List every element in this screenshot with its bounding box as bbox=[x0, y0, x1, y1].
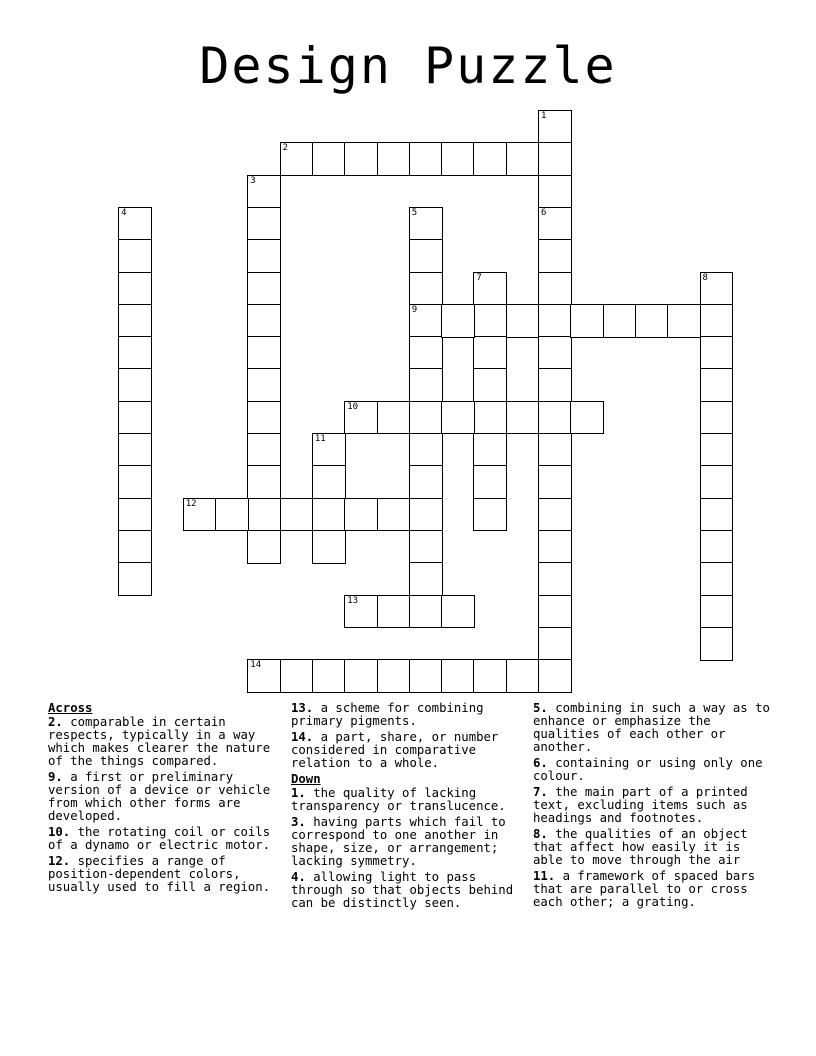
down-clue: 4. allowing light to pass through so that objects behind can be distinctly seen. bbox=[291, 870, 514, 910]
grid-cell[interactable] bbox=[247, 336, 281, 370]
grid-cell[interactable] bbox=[538, 530, 572, 564]
grid-cell[interactable] bbox=[409, 336, 443, 370]
grid-cell[interactable] bbox=[441, 595, 475, 629]
grid-cell[interactable] bbox=[667, 304, 701, 338]
down-clue: 3. having parts which fail to correspond to one another in shape, size, or arrangement; lacking symmetry. bbox=[291, 815, 506, 868]
grid-cell[interactable] bbox=[409, 272, 443, 306]
clue-number: 11 bbox=[314, 434, 326, 444]
grid-cell[interactable] bbox=[506, 659, 540, 693]
grid-cell[interactable] bbox=[118, 239, 152, 273]
grid-cell[interactable] bbox=[312, 433, 346, 467]
grid-cell[interactable] bbox=[473, 336, 507, 370]
grid-cell[interactable] bbox=[118, 272, 152, 306]
clue-number: 9 bbox=[411, 304, 418, 315]
across-clue: 14. a part, share, or number considered in comparative relation to a whole. bbox=[291, 730, 499, 770]
across-clue: 9. a first or preliminary version of a device or vehicle from which other forms are developed. bbox=[48, 770, 271, 823]
grid-cell[interactable] bbox=[377, 595, 411, 629]
grid-cell[interactable] bbox=[247, 465, 281, 499]
grid-cell[interactable] bbox=[700, 401, 734, 435]
clue-number: 12 bbox=[185, 498, 197, 509]
grid-cell[interactable] bbox=[700, 336, 734, 370]
grid-cell[interactable] bbox=[118, 207, 152, 241]
grid-cell[interactable] bbox=[312, 498, 346, 532]
grid-cell[interactable] bbox=[473, 142, 507, 176]
grid-cell[interactable] bbox=[700, 627, 734, 661]
grid-cell[interactable] bbox=[473, 498, 507, 532]
clue-number: 13 bbox=[347, 595, 359, 606]
grid-cell[interactable] bbox=[538, 142, 572, 176]
grid-cell[interactable] bbox=[409, 304, 443, 338]
clues-column-2 bbox=[291, 701, 529, 913]
grid-cell[interactable] bbox=[183, 498, 217, 532]
grid-cell[interactable] bbox=[473, 465, 507, 499]
grid-cell[interactable] bbox=[344, 401, 378, 435]
down-clue: 5. combining in such a way as to enhance or emphasize the qualities of each other or another. bbox=[533, 701, 770, 754]
grid-cell[interactable] bbox=[441, 304, 475, 338]
grid-cell[interactable] bbox=[538, 595, 572, 629]
grid-cell[interactable] bbox=[538, 465, 572, 499]
grid-cell[interactable] bbox=[700, 368, 734, 402]
grid-cell[interactable] bbox=[409, 659, 443, 693]
clue-number: 2 bbox=[282, 143, 289, 154]
grid-cell[interactable] bbox=[247, 175, 281, 209]
grid-cell[interactable] bbox=[473, 401, 507, 435]
grid-cell[interactable] bbox=[441, 142, 475, 176]
grid-cell[interactable] bbox=[538, 433, 572, 467]
grid-cell[interactable] bbox=[377, 401, 411, 435]
grid-cell[interactable] bbox=[118, 304, 152, 338]
grid-cell[interactable] bbox=[409, 595, 443, 629]
grid-cell[interactable] bbox=[700, 498, 734, 532]
grid-cell[interactable] bbox=[247, 239, 281, 273]
grid-cell[interactable] bbox=[409, 368, 443, 402]
grid-cell[interactable] bbox=[118, 368, 152, 402]
grid-cell[interactable] bbox=[377, 659, 411, 693]
grid-cell[interactable] bbox=[247, 272, 281, 306]
grid-cell[interactable] bbox=[409, 239, 443, 273]
grid-cell[interactable] bbox=[506, 401, 540, 435]
grid-cell[interactable] bbox=[538, 368, 572, 402]
grid-cell[interactable] bbox=[409, 498, 443, 532]
down-clue: 6. containing or using only one colour. bbox=[533, 756, 763, 783]
grid-cell[interactable] bbox=[280, 142, 314, 176]
grid-cell[interactable] bbox=[377, 142, 411, 176]
grid-cell[interactable] bbox=[700, 595, 734, 629]
grid-cell[interactable] bbox=[473, 433, 507, 467]
grid-cell[interactable] bbox=[700, 562, 734, 596]
grid-cell[interactable] bbox=[473, 304, 507, 338]
grid-cell[interactable] bbox=[118, 498, 152, 532]
grid-cell[interactable] bbox=[409, 207, 443, 241]
grid-cell[interactable] bbox=[570, 401, 604, 435]
grid-cell[interactable] bbox=[409, 401, 443, 435]
clue-number: 1 bbox=[541, 111, 547, 121]
grid-cell[interactable] bbox=[312, 659, 346, 693]
grid-cell[interactable] bbox=[247, 368, 281, 402]
grid-cell[interactable] bbox=[247, 304, 281, 338]
grid-cell[interactable] bbox=[570, 304, 604, 338]
grid-cell[interactable] bbox=[538, 175, 572, 209]
down-heading: Down bbox=[291, 772, 321, 786]
across-clue: 13. a scheme for combining primary pigments. bbox=[291, 701, 484, 728]
grid-cell[interactable] bbox=[247, 659, 281, 693]
clue-number: 4 bbox=[121, 207, 127, 218]
grid-cell[interactable] bbox=[538, 627, 572, 661]
clue-number: 8 bbox=[702, 272, 708, 283]
grid-cell[interactable] bbox=[538, 272, 572, 306]
clue-number: 7 bbox=[476, 272, 482, 283]
grid-cell[interactable] bbox=[377, 498, 411, 532]
grid-cell[interactable] bbox=[409, 142, 443, 176]
across-heading: Across bbox=[48, 701, 93, 715]
grid-cell[interactable] bbox=[312, 465, 346, 499]
clue-number: 10 bbox=[347, 401, 359, 412]
grid-cell[interactable] bbox=[538, 239, 572, 273]
across-clue: 2. comparable in certain respects, typically in a way which makes clearer the nature of the things compared. bbox=[48, 715, 271, 768]
grid-cell[interactable] bbox=[247, 433, 281, 467]
grid-cell[interactable] bbox=[118, 401, 152, 435]
grid-cell[interactable] bbox=[344, 595, 378, 629]
grid-cell[interactable] bbox=[506, 142, 540, 176]
down-clue: 11. a framework of spaced bars that are parallel to or cross each other; a grating. bbox=[533, 869, 756, 909]
down-clue: 1. the quality of lacking transparency or translucence. bbox=[291, 786, 506, 813]
across-clue: 12. specifies a range of position-dependent colors, usually used to fill a region. bbox=[48, 854, 271, 894]
grid-cell[interactable] bbox=[280, 659, 314, 693]
grid-cell[interactable] bbox=[538, 401, 572, 435]
grid-cell[interactable] bbox=[247, 401, 281, 435]
grid-cell[interactable] bbox=[409, 530, 443, 564]
grid-cell[interactable] bbox=[247, 498, 281, 532]
grid-cell[interactable] bbox=[280, 498, 314, 532]
clues-column-3 bbox=[533, 701, 771, 912]
clue-number: 5 bbox=[411, 207, 418, 218]
grid-cell[interactable] bbox=[700, 272, 734, 306]
grid-cell[interactable] bbox=[409, 562, 443, 596]
grid-cell[interactable] bbox=[215, 498, 249, 532]
grid-cell[interactable] bbox=[538, 336, 572, 370]
grid-cell[interactable] bbox=[118, 433, 152, 467]
grid-cell[interactable] bbox=[344, 142, 378, 176]
grid-cell[interactable] bbox=[473, 272, 507, 306]
grid-cell[interactable] bbox=[118, 562, 152, 596]
grid-cell[interactable] bbox=[118, 465, 152, 499]
grid-cell[interactable] bbox=[538, 659, 572, 693]
clue-number: 14 bbox=[250, 660, 262, 671]
down-clue: 7. the main part of a printed text, excluding items such as headings and footnotes. bbox=[533, 785, 748, 825]
grid-cell[interactable] bbox=[409, 465, 443, 499]
grid-cell[interactable] bbox=[409, 433, 443, 467]
grid-cell[interactable] bbox=[473, 368, 507, 402]
grid-cell[interactable] bbox=[344, 659, 378, 693]
grid-cell[interactable] bbox=[700, 433, 734, 467]
clue-number: 6 bbox=[541, 207, 547, 218]
grid-cell[interactable] bbox=[344, 498, 378, 532]
clues-column-1 bbox=[48, 701, 286, 897]
grid-cell[interactable] bbox=[700, 530, 734, 564]
across-clue: 10. the rotating coil or coils of a dynamo or electric motor. bbox=[48, 825, 271, 852]
grid-cell[interactable] bbox=[473, 659, 507, 693]
grid-cell[interactable] bbox=[312, 142, 346, 176]
grid-cell[interactable] bbox=[635, 304, 669, 338]
grid-cell[interactable] bbox=[700, 304, 734, 338]
grid-cell[interactable] bbox=[312, 530, 346, 564]
grid-cell[interactable] bbox=[538, 207, 572, 241]
grid-cell[interactable] bbox=[538, 304, 572, 338]
grid-cell[interactable] bbox=[603, 304, 637, 338]
grid-cell[interactable] bbox=[700, 465, 734, 499]
grid-cell[interactable] bbox=[247, 207, 281, 241]
grid-cell[interactable] bbox=[118, 336, 152, 370]
clue-number: 3 bbox=[250, 175, 256, 186]
grid-cell[interactable] bbox=[506, 304, 540, 338]
grid-cell[interactable] bbox=[118, 530, 152, 564]
page-title: Design Puzzle bbox=[199, 37, 617, 95]
grid-cell[interactable] bbox=[441, 401, 475, 435]
grid-cell[interactable] bbox=[538, 110, 572, 144]
grid-cell[interactable] bbox=[441, 659, 475, 693]
grid-cell[interactable] bbox=[247, 530, 281, 564]
down-clue: 8. the qualities of an object that affect how easily it is able to move through the air bbox=[533, 827, 748, 867]
grid-cell[interactable] bbox=[538, 498, 572, 532]
grid-cell[interactable] bbox=[538, 562, 572, 596]
